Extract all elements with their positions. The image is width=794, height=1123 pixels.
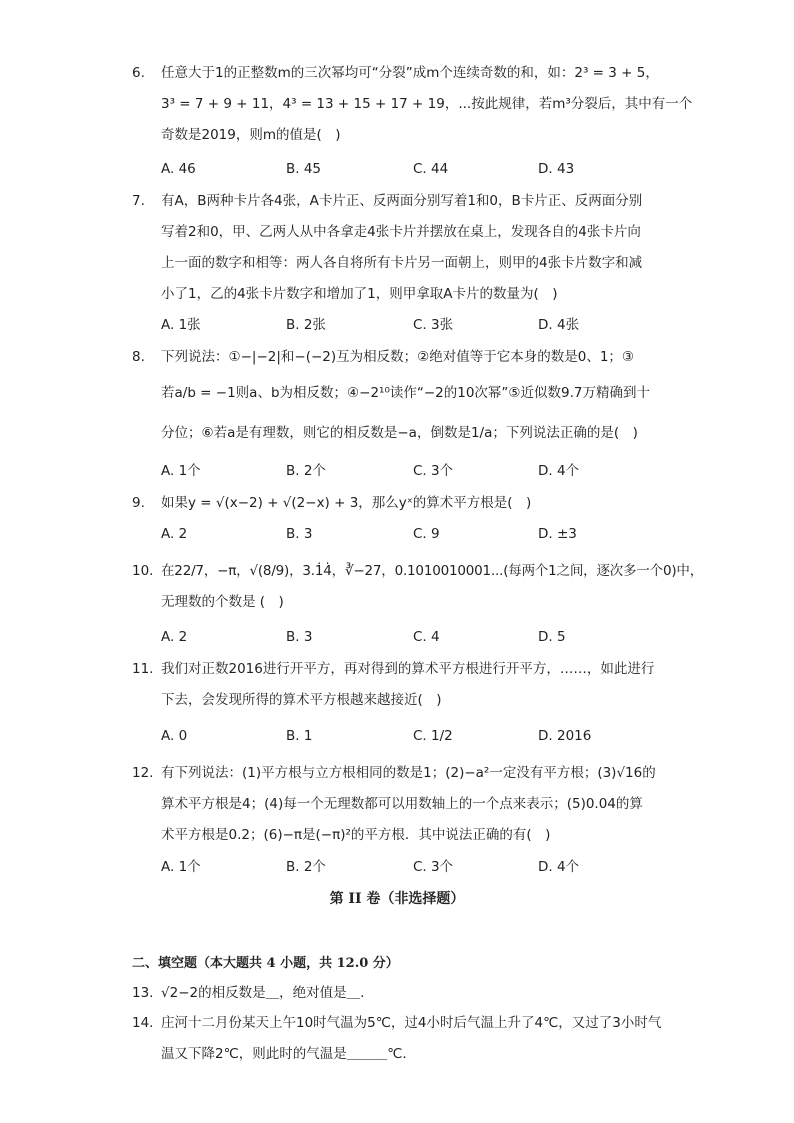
question-line: √2−2的相反数是＿，绝对值是＿. [161, 985, 365, 1001]
question-line: 术平方根是0.2；(6)−π是(−π)²的平方根．其中说法正确的有( ) [161, 827, 551, 843]
option-a[interactable]: A. 2 [161, 526, 188, 542]
question-line: 3³ = 7 + 9 + 11，4³ = 13 + 15 + 17 + 19，...按此规律，若m³分裂后，其中有一个 [161, 96, 693, 112]
question-number: 7. [132, 193, 145, 209]
question-text [161, 186, 673, 310]
question-number: 8. [132, 349, 145, 365]
option-row [161, 625, 673, 649]
question-text [161, 488, 673, 519]
question-line: 若a/b = −1则a、b为相反数；④−2¹⁰读作“−2的10次幂”⑤近似数9.7万精确到十 [161, 385, 650, 401]
option-d[interactable]: D. ±3 [538, 526, 577, 542]
question-line: 分位；⑥若a是有理数，则它的相反数是−a，倒数是1/a；下列说法正确的是( ) [161, 425, 638, 441]
question-number: 12. [132, 765, 154, 781]
question-text [161, 342, 673, 453]
question-line: 无理数的个数是 ( ) [161, 594, 284, 610]
section-title: 第 II 卷（非选择题） [329, 891, 465, 907]
option-a[interactable]: A. 2 [161, 629, 188, 645]
option-c[interactable]: C. 3个 [413, 463, 454, 479]
question-line: 上一面的数字和相等：两人各自将所有卡片另一面朝上，则甲的4张卡片数字和减 [161, 255, 643, 271]
option-c[interactable]: C. 3张 [413, 317, 454, 333]
option-d[interactable]: D. 4张 [538, 317, 580, 333]
option-c[interactable]: C. 44 [413, 161, 449, 177]
option-a[interactable]: A. 1张 [161, 317, 201, 333]
option-d[interactable]: D. 2016 [538, 728, 592, 744]
option-row [161, 724, 673, 748]
option-b[interactable]: B. 3 [286, 629, 313, 645]
question-line: 任意大于1的正整数m的三次幂均可“分裂”成m个连续奇数的和，如：2³ = 3 + 5， [161, 65, 659, 81]
option-a[interactable]: A. 1个 [161, 463, 201, 479]
question-text [161, 978, 673, 1009]
option-b[interactable]: B. 45 [286, 161, 322, 177]
question-line: 我们对正数2016进行开平方，再对得到的算术平方根进行开平方，……，如此进行 [161, 661, 655, 677]
option-a[interactable]: A. 1个 [161, 859, 201, 875]
question-line: 小了1，乙的4张卡片数字和增加了1，则甲拿取A卡片的数量为( ) [161, 286, 558, 302]
question-line: 庄河十二月份某天上午10时气温为5℃，过4小时后气温上升了4℃，又过了3小时气 [161, 1015, 662, 1031]
question-line: 在22/7，−π，√(8/9)，3.1̇4̇，∛−27，0.1010010001...(每两个1之间，逐次多一个0)中， [161, 563, 704, 579]
question-number: 11. [132, 661, 154, 677]
option-c[interactable]: C. 3个 [413, 859, 454, 875]
option-row [161, 313, 673, 337]
question-line: 奇数是2019，则m的值是( ) [161, 127, 341, 143]
option-row [161, 855, 673, 879]
question-line: 有A，B两种卡片各4张，A卡片正、反两面分别写着1和0，B卡片正、反两面分别 [161, 193, 643, 209]
option-row [161, 157, 673, 181]
option-c[interactable]: C. 4 [413, 629, 440, 645]
option-d[interactable]: D. 4个 [538, 463, 580, 479]
question-number: 14. [132, 1015, 154, 1031]
part-title: 二、填空题（本大题共 4 小题，共 12.0 分） [132, 956, 399, 971]
option-row [161, 522, 673, 546]
question-number: 6. [132, 65, 145, 81]
question-line: 写着2和0，甲、乙两人从中各拿走4张卡片并摆放在桌上，发现各自的4张卡片向 [161, 224, 641, 240]
option-b[interactable]: B. 2张 [286, 317, 326, 333]
option-d[interactable]: D. 5 [538, 629, 566, 645]
option-a[interactable]: A. 46 [161, 161, 196, 177]
option-b[interactable]: B. 3 [286, 526, 313, 542]
option-a[interactable]: A. 0 [161, 728, 188, 744]
question-text [161, 654, 673, 716]
question-text [161, 1008, 673, 1070]
question-line: 算术平方根是4；(4)每一个无理数都可以用数轴上的一个点来表示；(5)0.04的算 [161, 796, 643, 812]
option-b[interactable]: B. 2个 [286, 859, 326, 875]
option-d[interactable]: D. 4个 [538, 859, 580, 875]
question-line: 有下列说法：(1)平方根与立方根相同的数是1；(2)−a²一定没有平方根；(3)√16的 [161, 765, 656, 781]
question-number: 10. [132, 563, 154, 579]
option-d[interactable]: D. 43 [538, 161, 575, 177]
question-line: 下列说法：①−|−2|和−(−2)互为相反数；②绝对值等于它本身的数是0、1；③ [161, 349, 635, 365]
option-c[interactable]: C. 1/2 [413, 728, 453, 744]
option-b[interactable]: B. 2个 [286, 463, 326, 479]
question-text [161, 58, 693, 151]
question-line: 如果y = √(x−2) + √(2−x) + 3，那么yˣ的算术平方根是( ) [161, 495, 532, 511]
option-row [161, 459, 673, 483]
question-line: 下去，会发现所得的算术平方根越来越接近( ) [161, 692, 442, 708]
question-number: 9. [132, 495, 145, 511]
option-b[interactable]: B. 1 [286, 728, 313, 744]
question-number: 13. [132, 985, 154, 1001]
question-text [161, 556, 704, 618]
option-c[interactable]: C. 9 [413, 526, 440, 542]
question-text [161, 758, 673, 851]
question-line: 温又下降2℃，则此时的气温是＿＿＿℃. [161, 1046, 407, 1062]
